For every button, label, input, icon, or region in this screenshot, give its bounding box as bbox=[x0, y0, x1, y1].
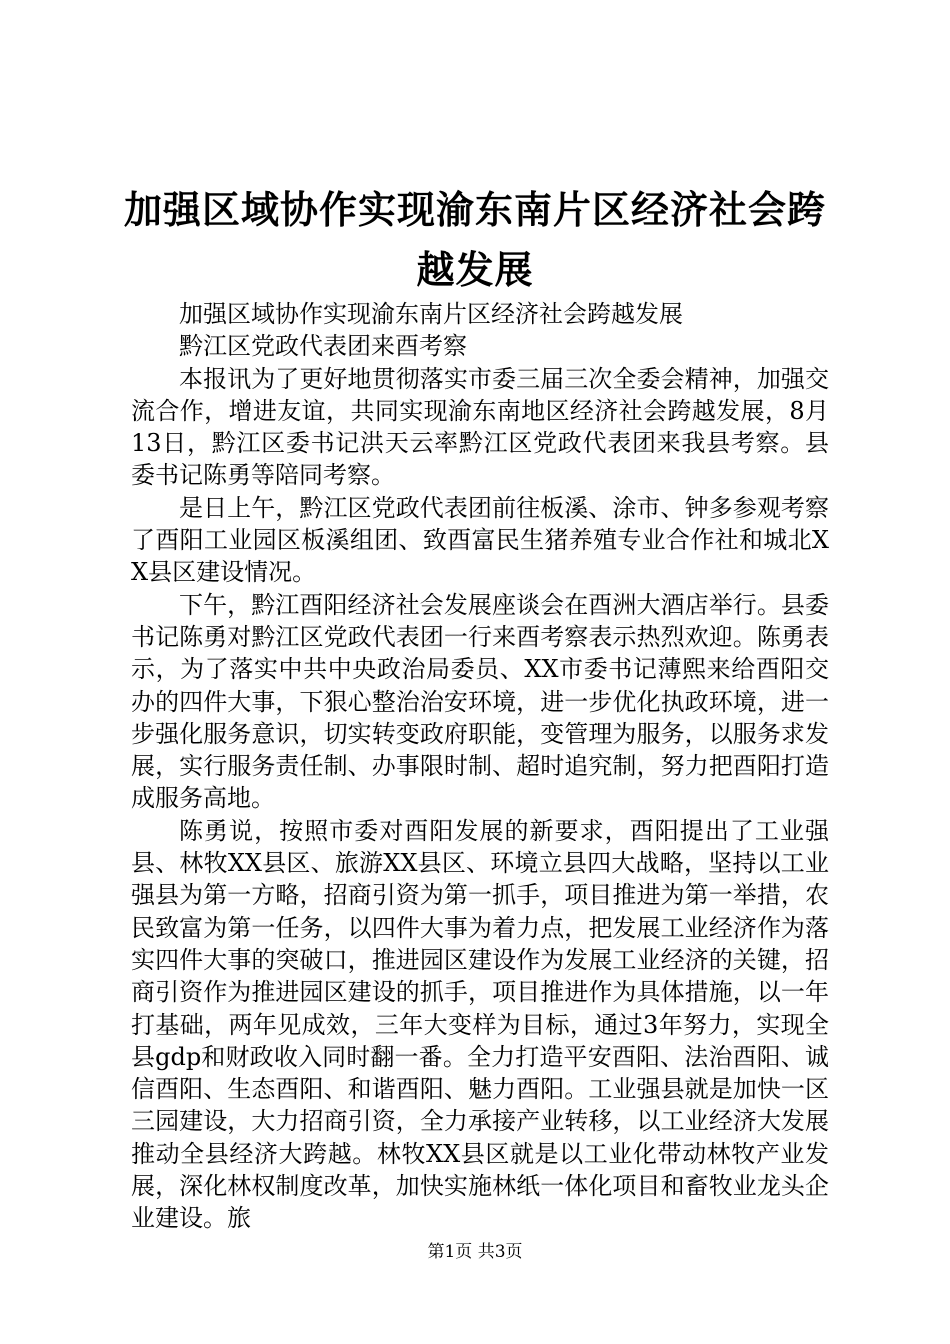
document-title: 加强区域协作实现渝东南片区经济社会跨越发展 bbox=[123, 187, 826, 292]
document-body bbox=[131, 298, 829, 1235]
paragraph: 下午，黔江酉阳经济社会发展座谈会在酉洲大酒店举行。县委书记陈勇对黔江区党政代表团一行来酉考察表示热烈欢迎。陈勇表示，为了落实中共中央政治局委员、XX市委书记薄熙来给酉阳交办的四件大事，下狠心整治治安环境，进一步优化执政环境，进一步强化服务意识，切实转变政府职能，变管理为服务，以服务求发展，实行服务责任制、办事限时制、超时追究制，努力把酉阳打造成服务高地。 bbox=[131, 590, 829, 813]
paragraph: 是日上午，黔江区党政代表团前往板溪、涂市、钟多参观考察了酉阳工业园区板溪组团、致酉富民生猪养殖专业合作社和城北XX县区建设情况。 bbox=[131, 493, 829, 587]
page-number-footer: 第1页 共3页 bbox=[427, 1242, 523, 1262]
paragraph-headline: 加强区域协作实现渝东南片区经济社会跨越发展 bbox=[179, 300, 683, 328]
paragraph: 本报讯为了更好地贯彻落实市委三届三次全委会精神，加强交流合作，增进友谊，共同实现渝东南地区经济社会跨越发展，8月13日，黔江区委书记洪天云率黔江区党政代表团来我县考察。县委书记陈勇等陪同考察。 bbox=[131, 364, 829, 490]
paragraph-subheadline: 黔江区党政代表团来酉考察 bbox=[179, 332, 467, 361]
paragraph: 陈勇说，按照市委对酉阳发展的新要求，酉阳提出了工业强县、林牧XX县区、旅游XX县区、环境立县四大战略，坚持以工业强县为第一方略，招商引资为第一抓手，项目推进为第一举措，农民致富为第一任务，以四件大事为着力点，把发展工业经济作为落实四件大事的突破口，推进园区建设作为发展工业经济的关键，招商引资作为推进园区建设的抓手，项目推进作为具体措施，以一年打基础，两年见成效，三年大变样为目标，通过3年努力，实现全县gdp和财政收入同时翻一番。全力打造平安酉阳、法治酉阳、诚信酉阳、生态酉阳、和谐酉阳、魅力酉阳。工业强县就是加快一区三园建设，大力招商引资，全力承接产业转移，以工业经济大发展推动全县经济大跨越。林牧XX县区就是以工业化带动林牧产业发展，深化林权制度改革，加快实施林纸一体化项目和畜牧业龙头企业建设。旅 bbox=[131, 816, 829, 1233]
